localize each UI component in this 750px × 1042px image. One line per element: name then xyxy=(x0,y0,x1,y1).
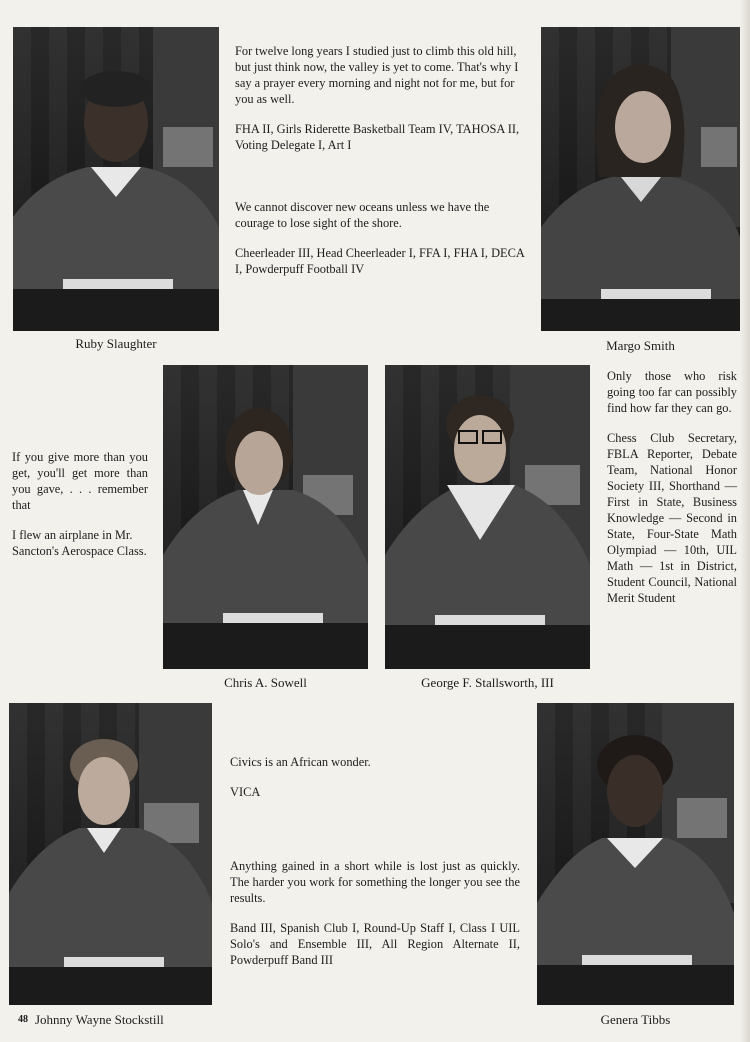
caption-margo-smith: Margo Smith xyxy=(606,338,675,353)
caption-genera-tibbs: Genera Tibbs xyxy=(600,1012,671,1027)
johnny-activities: VICA xyxy=(230,785,261,799)
portrait-illustration xyxy=(163,365,368,669)
photo-chris-sowell xyxy=(163,365,368,669)
ruby-activities: FHA II, Girls Riderette Basketball Team IV, TAHOSA II, Voting Delegate I, Art I xyxy=(235,122,520,152)
genera-activities: Band III, Spanish Club I, Round-Up Staff I, Class I UIL Solo's and Ensemble III, All Region Alternate II, Powderpuff Band III xyxy=(230,921,520,967)
portrait-illustration xyxy=(13,27,219,331)
portrait-illustration xyxy=(541,27,740,331)
photo-ruby-slaughter xyxy=(13,27,219,331)
photo-margo-smith xyxy=(541,27,740,331)
george-quote: Only those who risk going too far can possibly find how far they can go. xyxy=(607,369,737,415)
genera-quote: Anything gained in a short while is lost just as quickly. The harder you work for something the longer you see the results. xyxy=(230,859,520,905)
margo-activities: Cheerleader III, Head Cheerleader I, FFA I, FHA I, DECA I, Powderpuff Football IV xyxy=(235,246,525,276)
johnny-quote: Civics is an African wonder. xyxy=(230,755,371,769)
george-activities: Chess Club Secretary, FBLA Reporter, Debate Team, National Honor Society III, Shorthand — First in State, Business Knowledge — Second in State, Four-State Math Olympiad — 10th, UIL Math — 1st in District, Student Council, National Merit Student xyxy=(607,431,737,605)
text-block-middle-right xyxy=(607,368,737,620)
caption-george-stallsworth: George F. Stallsworth, III xyxy=(421,675,554,690)
photo-johnny-stockstill xyxy=(9,703,212,1005)
caption-ruby-slaughter: Ruby Slaughter xyxy=(75,336,157,351)
page-edge-shadow xyxy=(740,0,750,1042)
ruby-quote: For twelve long years I studied just to climb this old hill, but just think now, the valley is yet to come. That's why I say a prayer every morning and night not for me, but for you as well. xyxy=(235,44,519,106)
caption-chris-sowell: Chris A. Sowell xyxy=(224,675,307,690)
portrait-illustration xyxy=(9,703,212,1005)
text-block-middle-left xyxy=(12,449,148,573)
text-block-top-center xyxy=(235,43,525,291)
photo-genera-tibbs xyxy=(537,703,734,1005)
photo-george-stallsworth xyxy=(385,365,590,669)
portrait-illustration xyxy=(537,703,734,1005)
caption-johnny-stockstill: Johnny Wayne Stockstill xyxy=(35,1012,164,1027)
portrait-illustration xyxy=(385,365,590,669)
chris-activities: I flew an airplane in Mr. Sancton's Aerospace Class. xyxy=(12,528,147,558)
page-number: 48 xyxy=(18,1014,28,1025)
chris-quote: If you give more than you get, you'll get more than you gave, . . . remember that xyxy=(12,450,148,512)
text-block-bottom-center xyxy=(230,754,520,982)
margo-quote: We cannot discover new oceans unless we have the courage to lose sight of the shore. xyxy=(235,200,490,230)
